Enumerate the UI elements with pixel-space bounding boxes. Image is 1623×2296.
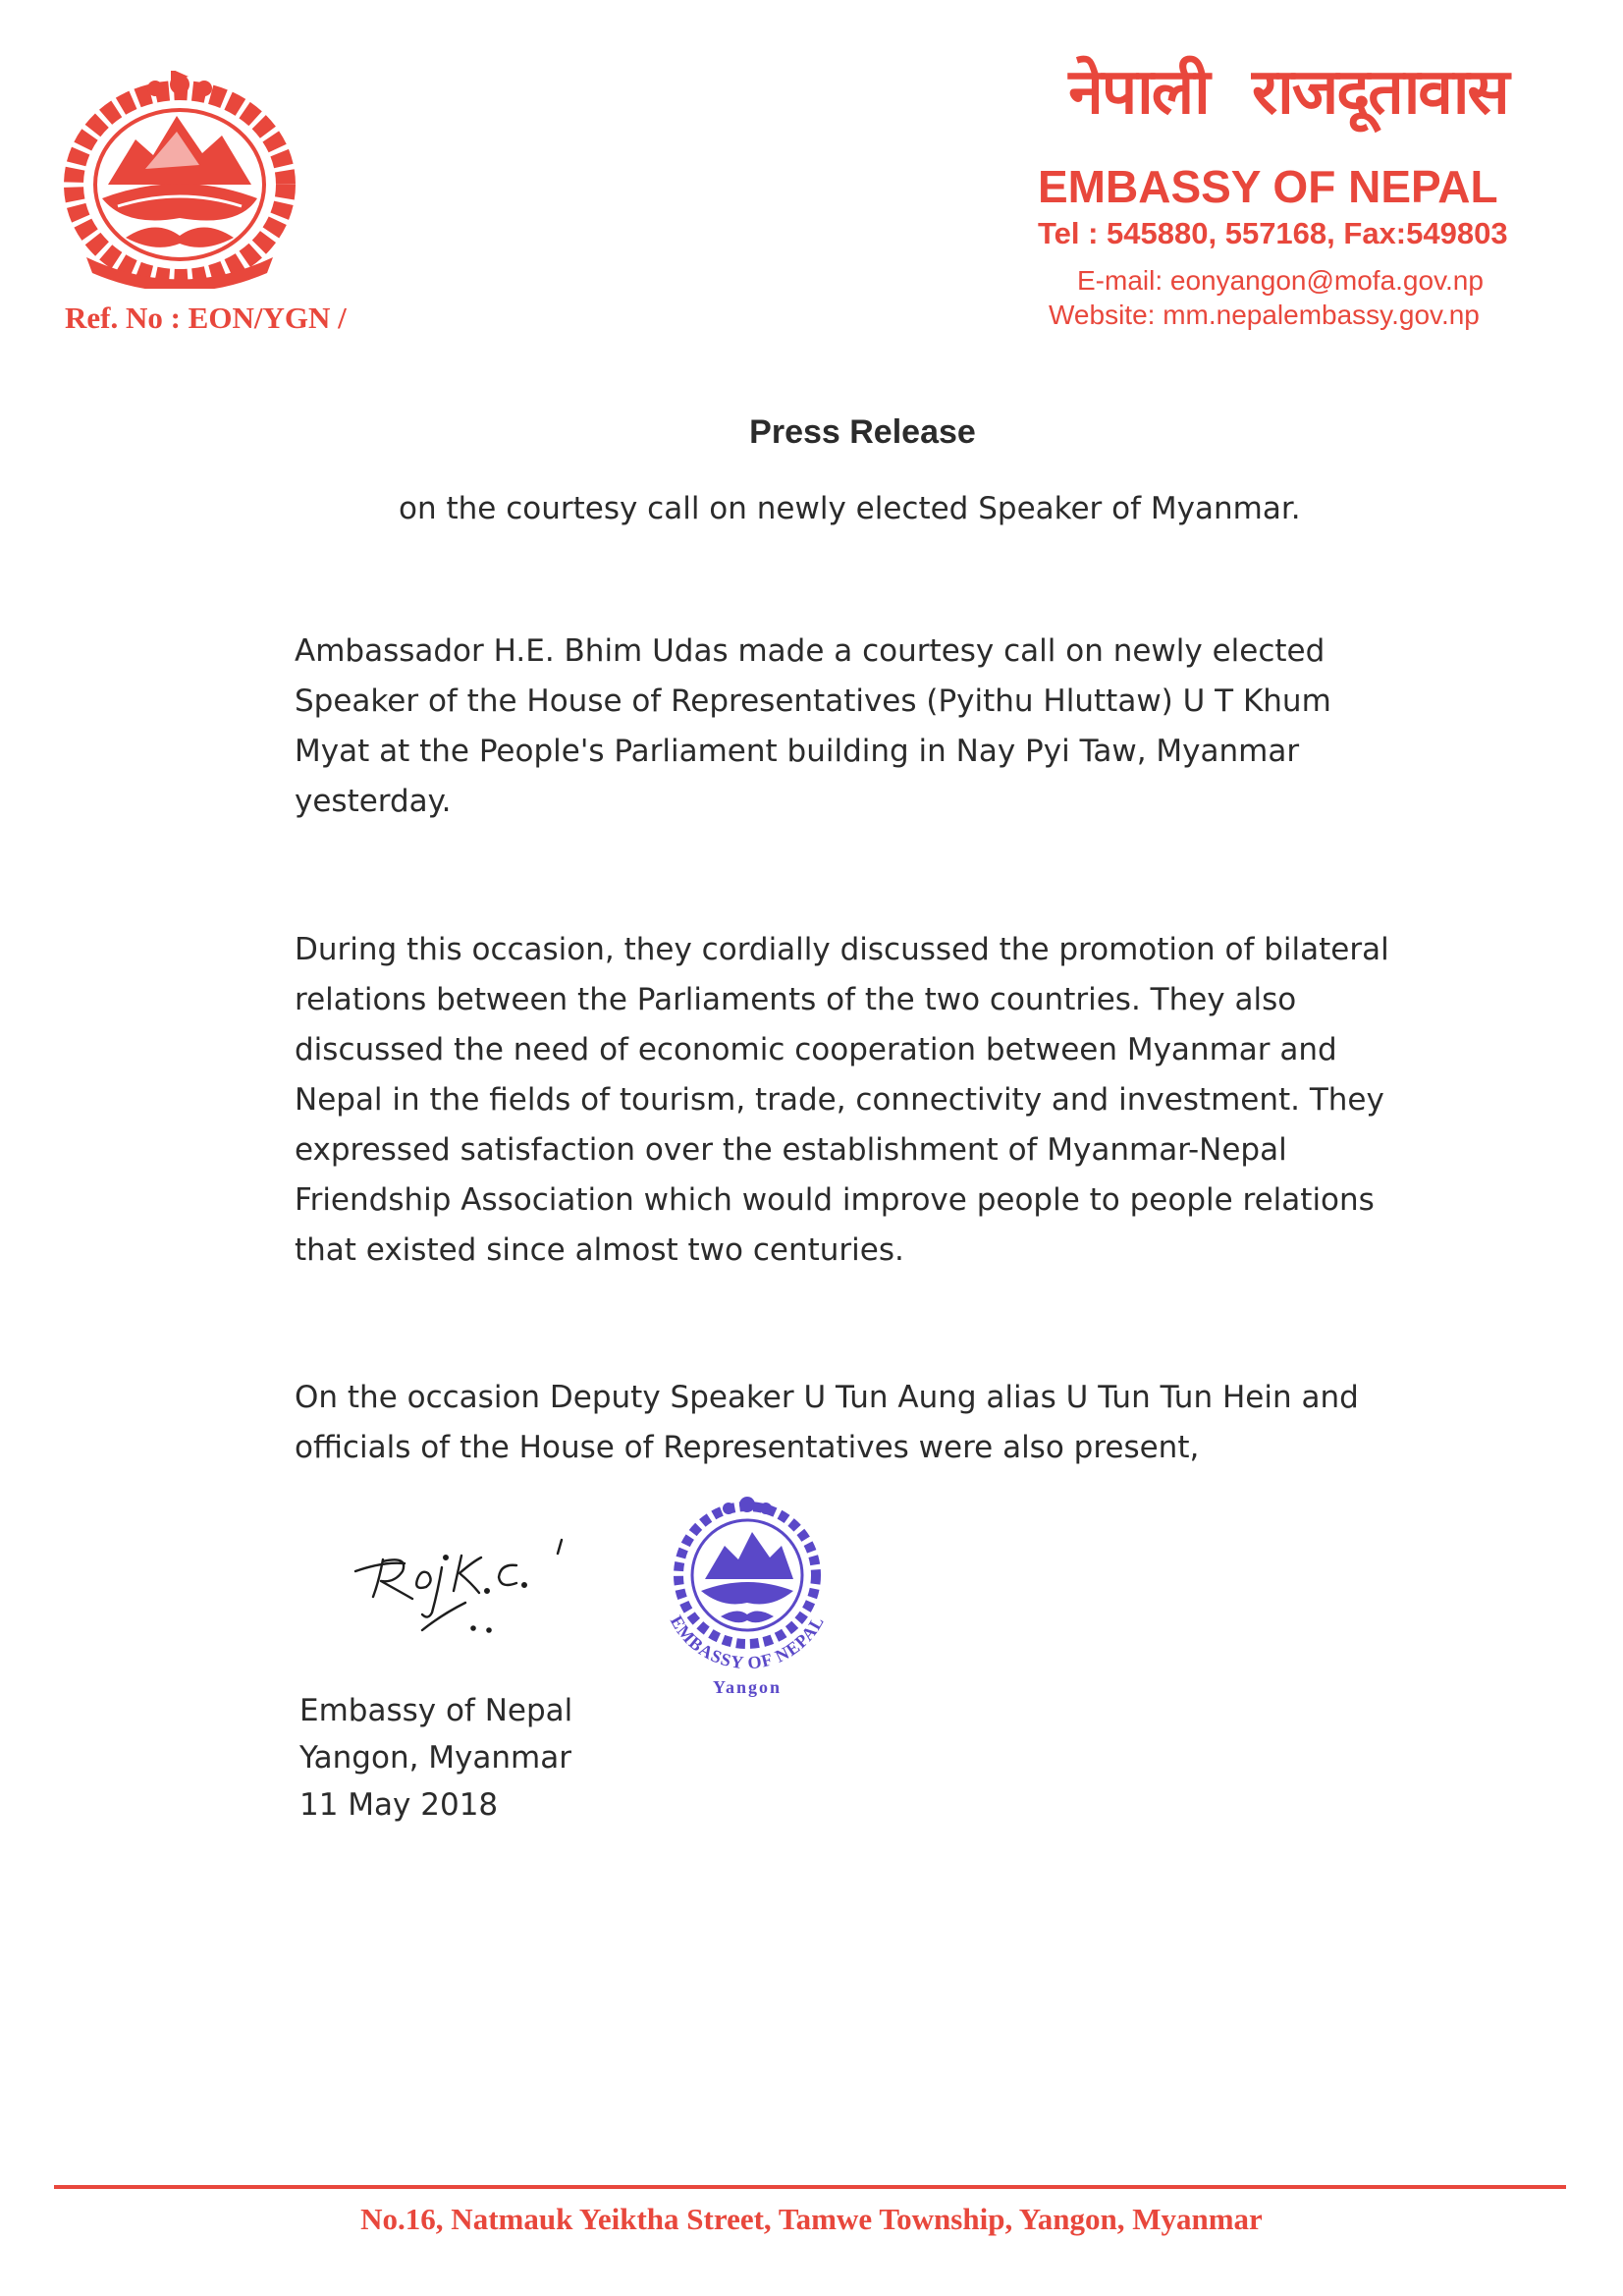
closing-block (299, 1687, 572, 1829)
paragraph-line: relations between the Parliaments of the two countries. They also (295, 982, 1297, 1017)
document-title: Press Release (749, 413, 976, 451)
paragraph-line: that existed since almost two centuries. (295, 1232, 904, 1268)
seal-city: Yangon (712, 1677, 783, 1697)
reference-number: Ref. No : EON/YGN / (65, 301, 347, 335)
paragraph-line: Ambassador H.E. Bhim Udas made a courtesy call on newly elected (295, 633, 1325, 669)
seal-text: EMBASSY OF NEPAL (666, 1612, 829, 1673)
paragraph-line: On the occasion Deputy Speaker U Tun Aung alias U Tun Tun Hein and (295, 1380, 1359, 1415)
paragraph-line: During this occasion, they cordially discussed the promotion of bilateral (295, 932, 1389, 967)
document-subtitle: on the courtesy call on newly elected Speaker of Myanmar. (399, 491, 1301, 526)
paragraph-line: Nepal in the fields of tourism, trade, connectivity and investment. They (295, 1082, 1384, 1118)
paragraph-line: expressed satisfaction over the establishment of Myanmar-Nepal (295, 1132, 1287, 1168)
paragraph-line: Friendship Association which would improve people to people relations (295, 1182, 1375, 1218)
closing-location: Yangon, Myanmar (299, 1740, 571, 1776)
paragraph-line: Speaker of the House of Representatives (Pyithu Hluttaw) U T Khum (295, 683, 1331, 719)
footer-divider (54, 2185, 1566, 2189)
telephone-fax: Tel : 545880, 557168, Fax:549803 (1038, 216, 1508, 250)
paragraph-line: yesterday. (295, 784, 452, 819)
paragraph-discussion (295, 925, 1453, 1276)
website-address: Website: mm.nepalembassy.gov.np (1049, 300, 1480, 330)
embassy-title: EMBASSY OF NEPAL (1038, 161, 1498, 212)
closing-organization: Embassy of Nepal (299, 1693, 573, 1728)
paragraph-attendees (295, 1373, 1453, 1473)
footer-address: No.16, Natmauk Yeiktha Street, Tamwe Township, Yangon, Myanmar (360, 2202, 1263, 2236)
closing-date: 11 May 2018 (299, 1787, 499, 1823)
paragraph-line: Myat at the People's Parliament building in Nay Pyi Taw, Myanmar (295, 734, 1300, 769)
nepal-emblem-icon (57, 71, 302, 289)
nepali-embassy-title: नेपाली राजदूतावास (1068, 56, 1508, 129)
paragraph-courtesy-call (295, 627, 1453, 827)
email-address: E-mail: eonyangon@mofa.gov.np (1077, 265, 1484, 296)
paragraph-line: officials of the House of Representatives were also present, (295, 1430, 1200, 1465)
handwritten-signature (344, 1512, 589, 1640)
paragraph-line: discussed the need of economic cooperation between Myanmar and (295, 1032, 1337, 1067)
embassy-seal-stamp (644, 1485, 850, 1705)
